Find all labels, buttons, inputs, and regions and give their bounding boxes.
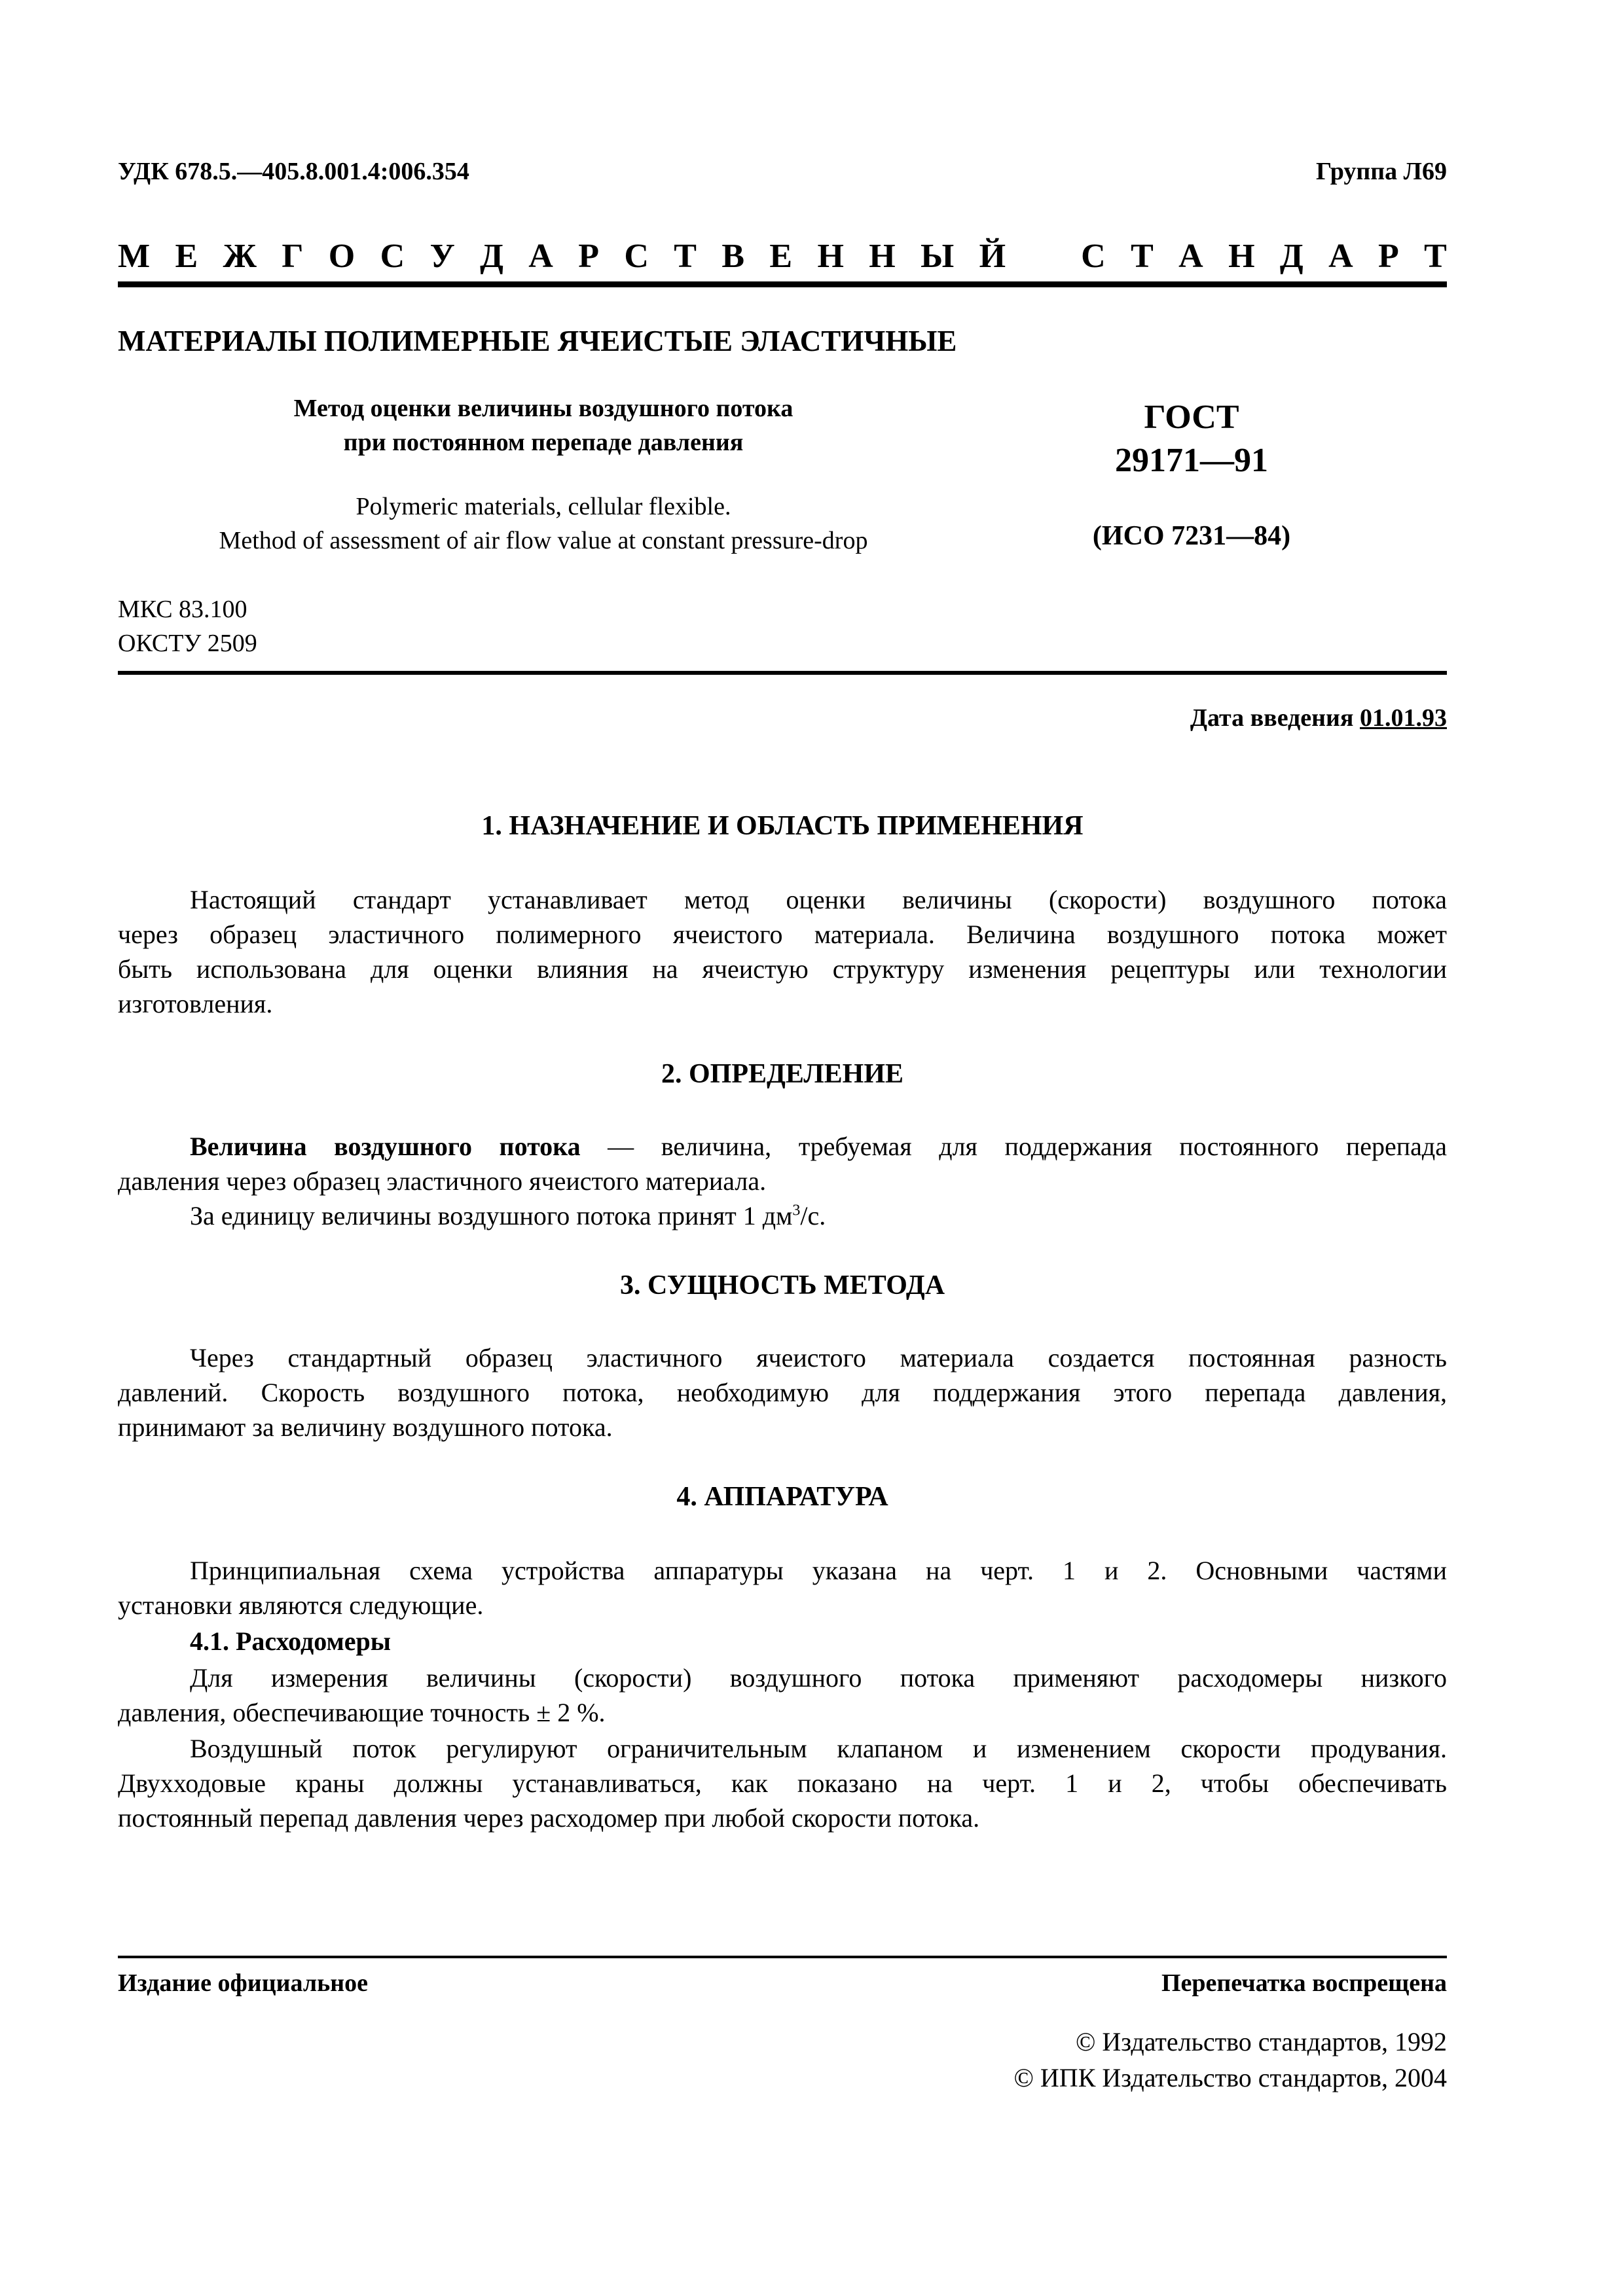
reprint-prohibited-note: Перепечатка воспрещена bbox=[1161, 1969, 1447, 1997]
banner-letter: Е bbox=[175, 238, 198, 275]
section-4-intro bbox=[118, 1553, 1447, 1623]
document-title: МАТЕРИАЛЫ ПОЛИМЕРНЫЕ ЯЧЕИСТЫЕ ЭЛАСТИЧНЫЕ bbox=[118, 325, 957, 357]
okstu-code: ОКСТУ 2509 bbox=[118, 630, 257, 657]
banner-letter: Т bbox=[1424, 238, 1447, 275]
banner-letter: Р bbox=[1378, 238, 1399, 275]
document-page bbox=[118, 0, 1447, 2296]
subsection-4-1-paragraph-2 bbox=[118, 1731, 1447, 1835]
title-rule bbox=[118, 671, 1447, 675]
banner-letter: Д bbox=[480, 238, 503, 275]
section-4-heading: 4. АППАРАТУРА bbox=[676, 1482, 888, 1512]
interstate-standard-banner bbox=[118, 237, 1447, 276]
unit-tail: /с. bbox=[800, 1201, 826, 1230]
banner-letter: В bbox=[721, 238, 745, 275]
banner-letter: А bbox=[1178, 238, 1203, 275]
banner-letter: Н bbox=[869, 238, 896, 275]
banner-letter: Д bbox=[1279, 238, 1304, 275]
udk-code: УДК 678.5.—405.8.001.4:006.354 bbox=[118, 158, 469, 185]
header-rule bbox=[118, 281, 1447, 287]
banner-letter: Е bbox=[769, 238, 793, 275]
paragraph-line: Принципиальная схема устройства аппаратуры указана на черт. 1 и 2. Основными частями bbox=[190, 1556, 1447, 1585]
section-3-heading: 3. СУЩНОСТЬ МЕТОДА bbox=[619, 1270, 945, 1300]
unit-superscript: 3 bbox=[792, 1202, 801, 1219]
copyright-line: © Издательство стандартов, 1992 bbox=[1075, 2027, 1447, 2056]
banner-letter: Н bbox=[1228, 238, 1255, 275]
section-1-paragraph bbox=[118, 882, 1447, 1021]
footer-rule bbox=[118, 1956, 1447, 1958]
gost-label: ГОСТ bbox=[1144, 399, 1239, 436]
subsection-4-1-heading: 4.1. Расходомеры bbox=[190, 1626, 391, 1656]
banner-letter: Г bbox=[282, 238, 304, 275]
section-2-heading: 2. ОПРЕДЕЛЕНИЕ bbox=[661, 1059, 904, 1089]
banner-letter: О bbox=[328, 238, 356, 275]
paragraph-line: через образец эластичного полимерного ячеистого материала. Величина воздушного потока может bbox=[118, 920, 1447, 949]
banner-letter: Ж bbox=[223, 238, 257, 275]
effective-date-label: Дата введения bbox=[1190, 704, 1354, 732]
paragraph-line: принимают за величину воздушного потока. bbox=[118, 1412, 613, 1442]
banner-letter: А bbox=[528, 238, 553, 275]
paragraph-line: давлений. Скорость воздушного потока, необходимую для поддержания этого перепада давления, bbox=[118, 1378, 1447, 1407]
paragraph-line: быть использована для оценки влияния на ячеистую структуру изменения рецептуры или технологии bbox=[118, 954, 1447, 984]
iso-reference: (ИСО 7231—84) bbox=[1092, 521, 1291, 551]
banner-letter: Р bbox=[578, 238, 599, 275]
subtitle-ru-line: при постоянном перепаде давления bbox=[343, 429, 744, 456]
banner-letter: М bbox=[118, 238, 151, 275]
paragraph-line: установки являются следующие. bbox=[118, 1590, 484, 1620]
paragraph-line: Через стандартный образец эластичного ячеистого материала создается постоянная разность bbox=[190, 1343, 1447, 1372]
definition-line bbox=[118, 1129, 1447, 1164]
paragraph-line: давления, обеспечивающие точность ± 2 %. bbox=[118, 1698, 606, 1727]
paragraph-line: Настоящий стандарт устанавливает метод оценки величины (скорости) воздушного потока bbox=[190, 885, 1447, 914]
paragraph-line: давления через образец эластичного ячеистого материала. bbox=[118, 1166, 767, 1196]
banner-letter: С bbox=[624, 238, 649, 275]
gost-code: 29171—91 bbox=[1115, 442, 1268, 479]
paragraph-line: постоянный перепад давления через расходомер при любой скорости потока. bbox=[118, 1803, 980, 1833]
banner-letter: Т bbox=[1131, 238, 1154, 275]
group-code: Группа Л69 bbox=[1315, 158, 1447, 185]
copyright-block bbox=[1014, 2024, 1447, 2096]
section-2-paragraph bbox=[118, 1129, 1447, 1233]
banner-letter: Й bbox=[979, 238, 1006, 275]
banner-letter: У bbox=[429, 238, 455, 275]
banner-letter: С bbox=[1081, 238, 1106, 275]
paragraph-line: Двухходовые краны должны устанавливаться, как показано на черт. 1 и 2, чтобы обеспечивать bbox=[118, 1768, 1447, 1798]
subtitle-russian bbox=[118, 391, 969, 459]
unit-text: За единицу величины воздушного потока принят 1 дм bbox=[190, 1201, 793, 1230]
paragraph-line: Для измерения величины (скорости) воздушного потока применяют расходомеры низкого bbox=[190, 1663, 1447, 1693]
unit-line bbox=[118, 1198, 1447, 1233]
banner-letter: С bbox=[380, 238, 405, 275]
subtitle-ru-line: Метод оценки величины воздушного потока bbox=[293, 395, 793, 422]
effective-date-value: 01.01.93 bbox=[1360, 704, 1447, 732]
paragraph-line: Воздушный поток регулируют ограничительным клапаном и изменением скорости продувания. bbox=[190, 1734, 1447, 1763]
subtitle-en-line: Method of assessment of air flow value at constant pressure-drop bbox=[219, 527, 868, 554]
banner-letter: Т bbox=[674, 238, 697, 275]
section-1-heading: 1. НАЗНАЧЕНИЕ И ОБЛАСТЬ ПРИМЕНЕНИЯ bbox=[481, 811, 1084, 841]
classification-codes bbox=[118, 592, 257, 660]
definition-text: — величина, требуемая для поддержания постоянного перепада bbox=[580, 1132, 1447, 1161]
official-edition-note: Издание официальное bbox=[118, 1969, 369, 1997]
subtitle-en-line: Polymeric materials, cellular flexible. bbox=[356, 493, 731, 520]
effective-date bbox=[1190, 704, 1447, 732]
banner-letter: Н bbox=[817, 238, 844, 275]
banner-letter: Ы bbox=[921, 238, 955, 275]
mks-code: МКС 83.100 bbox=[118, 596, 247, 623]
copyright-line: © ИПК Издательство стандартов, 2004 bbox=[1013, 2063, 1447, 2092]
banner-letter: А bbox=[1328, 238, 1353, 275]
subtitle-english bbox=[118, 490, 969, 558]
paragraph-line: изготовления. bbox=[118, 989, 273, 1018]
definition-term: Величина воздушного потока bbox=[190, 1132, 581, 1161]
section-3-paragraph bbox=[118, 1340, 1447, 1444]
subsection-4-1-paragraph-1 bbox=[118, 1660, 1447, 1730]
gost-number bbox=[1061, 396, 1322, 482]
